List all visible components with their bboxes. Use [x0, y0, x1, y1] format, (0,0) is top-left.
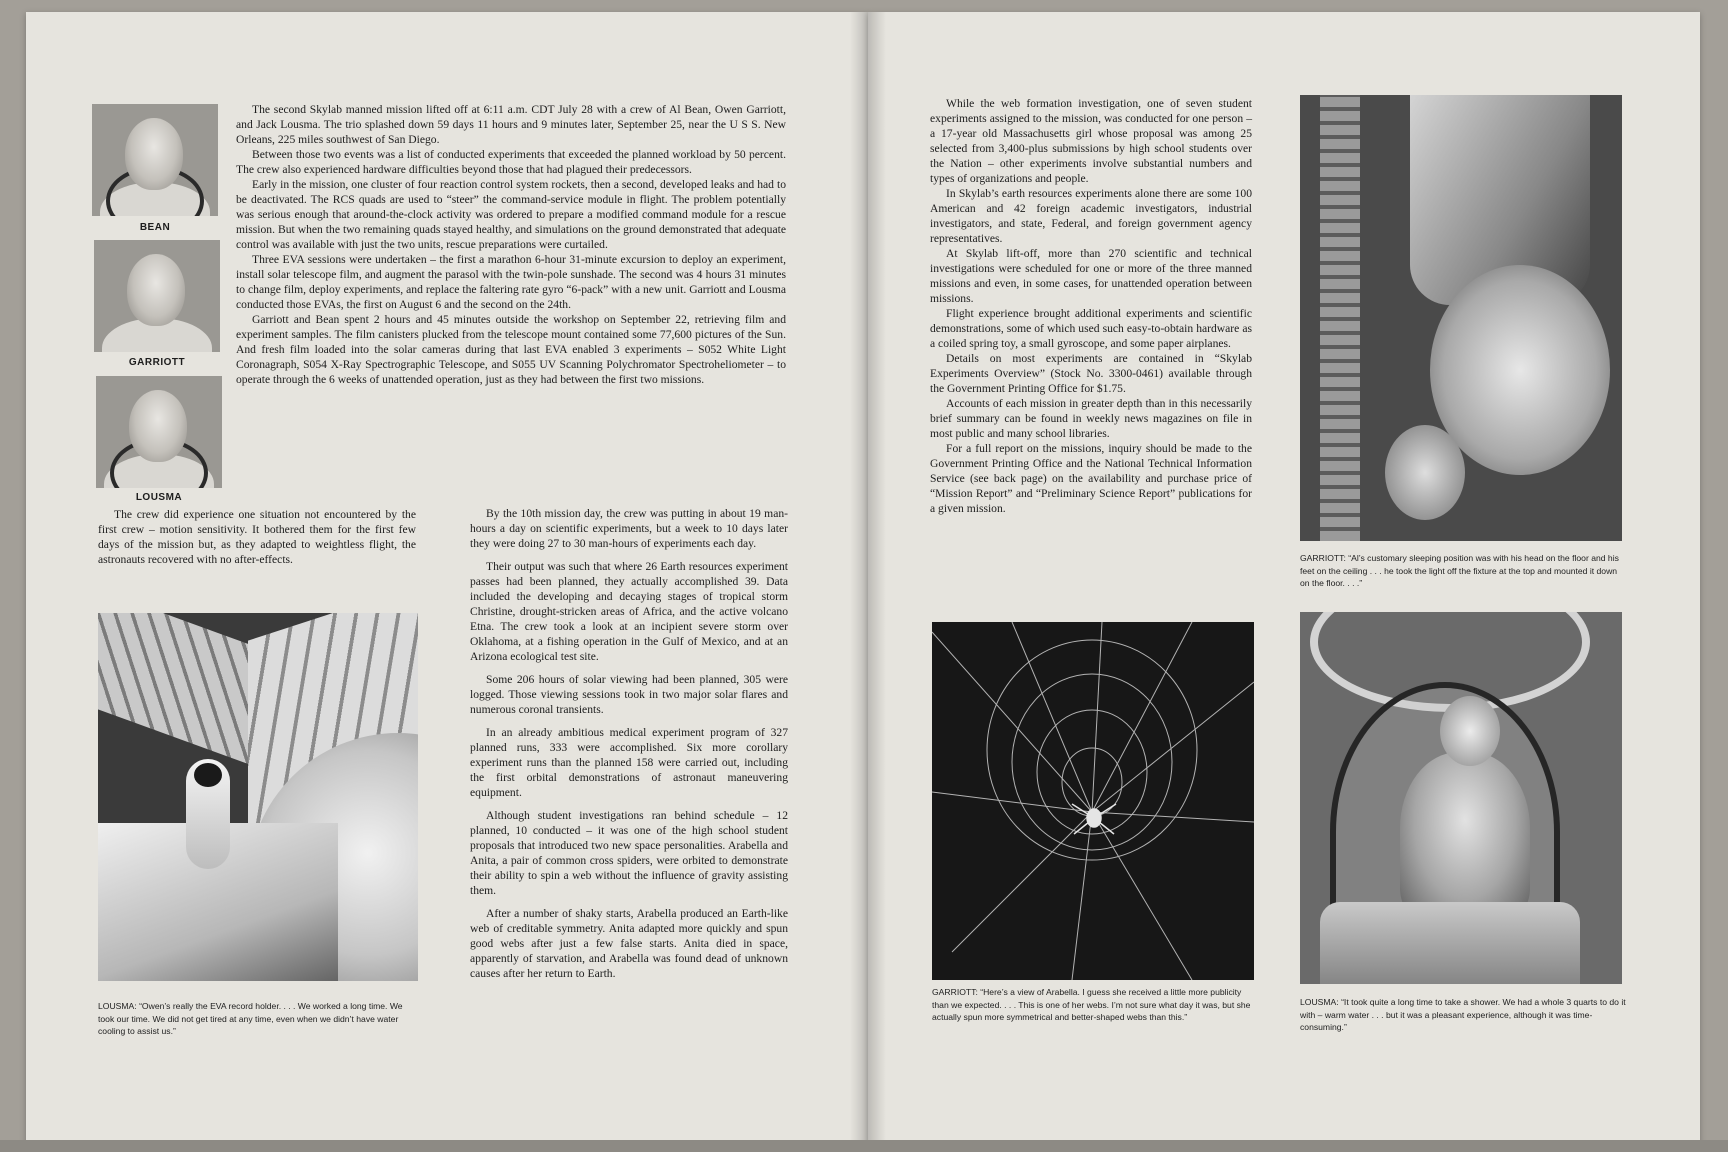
spider-web-graphic [932, 622, 1254, 980]
wood-surface [0, 1140, 1728, 1152]
body-paragraph: At Skylab lift-off, more than 270 scientific and technical investigations were scheduled for one or more of the three manned missions and even, in some cases, for unattended operation between missions. [930, 247, 1252, 305]
body-paragraph: In an already ambitious medical experiment program of 327 planned runs, 333 were accomplished. Six more corollary experiment runs than the planned 158 were carried out, including the first orbital demonstrations of astronaut maneuvering equipment. [470, 726, 788, 799]
body-paragraph: While the web formation investigation, one of seven student experiments assigned to the mission, was conducted for one person – a 17-year old Massachusetts girl whose proposal was among 25 selected from 3,400-plus submissions by high school students over the Nation – other experiments involve substantial numbers and types of organizations and people. [930, 97, 1252, 185]
body-paragraph: After a number of shaky starts, Arabella produced an Earth-like web of creditable symmetry. Anita adapted more quickly and spun good webs after just a few false starts. Anita died in space, apparently of starvation, and Arabella was found dead of unknown causes after her return to Earth. [470, 907, 788, 980]
portrait-garriott-photo [94, 240, 220, 352]
intro-paragraph: Early in the mission, one cluster of four reaction control system rockets, then a second, developed leaks and had to be deactivated. The RCS quads are used to “steer” the command-service module in flight. The problem potentially was serious enough that around-the-clock activity was ordered to prepare a modified command module for a rescue mission. But when the two remaining quads stayed healthy, and simulations on the ground demonstrated that adequate control was available with just the two units, rescue preparations were curtailed. [236, 178, 786, 251]
portrait-bean-photo [92, 104, 218, 216]
eva-photo-caption: LOUSMA: “Owen’s really the EVA record holder. . . . We worked a long time. We took our time. We did not get tired at any time, even when we didn’t have water cooling to assist us.” [98, 1001, 403, 1036]
body-paragraph: Some 206 hours of solar viewing had been planned, 305 were logged. Those viewing sessions took in two major solar flares and numerous coronal transients. [470, 673, 788, 716]
body-paragraph: By the 10th mission day, the crew was putting in about 19 man-hours a day on scientific experiments, but a week to 10 days later they were doing 27 to 30 man-hours of experiments each day. [470, 507, 788, 550]
motion-sensitivity-paragraph: The crew did experience one situation not encountered by the first crew – motion sensitivity. It bothered them for the first few days of the mission but, as they adapted to weightless flight, the astronauts recovered with no after-effects. [98, 508, 416, 566]
shower-photo-caption: LOUSMA: “It took quite a long time to take a shower. We had a whole 3 quarts to do it with – warm water . . . but it was a pleasant experience, although it was time-consuming.” [1300, 997, 1626, 1032]
body-paragraph: Accounts of each mission in greater depth than in this necessarily brief summary can be found in weekly news magazines on file in most public and many school libraries. [930, 397, 1252, 440]
sleeping-photo-caption: GARRIOTT: “Al’s customary sleeping position was with his head on the floor and his feet on the ceiling . . . he took the light off the fixture at the top and mounted it down on the floor. . . .” [1300, 553, 1619, 588]
body-paragraph: Their output was such that where 26 Earth resources experiment passes had been planned, they actually accomplished 39. Data included the developing and decaying stages of tropical storm Christine, drought-stricken areas of Africa, and the active volcano Etna. The crew took a look at an incipient severe storm over Oklahoma, at a fishing operation in the Gulf of Mexico, and at an Arizona ecological test site. [470, 560, 788, 663]
body-paragraph: Although student investigations ran behind schedule – 12 planned, 10 conducted – it was one of the high school student proposals that introduced two new space personalities. Arabella and Anita, a pair of common cross spiders, were orbited to demonstrate their ability to spin a web without the influence of gravity assisting them. [470, 809, 788, 897]
spider-photo-caption: GARRIOTT: “Here’s a view of Arabella. I guess she received a little more publicity than we expected. . . . This is one of her webs. I’m not sure what day it was, but she actually spun more symmetrical and better-shaped webs than this.” [932, 987, 1251, 1022]
spider-web-photo [932, 622, 1254, 980]
portrait-lousma-photo [96, 376, 222, 488]
portrait-name-bean: BEAN [139, 222, 171, 233]
eva-photo [98, 613, 418, 981]
middle-column-text [470, 506, 788, 981]
portrait-name-garriott: GARRIOTT [128, 357, 186, 368]
body-paragraph: Flight experience brought additional experiments and scientific demonstrations, some of which used such easy-to-obtain hardware as a coiled spring toy, a small gyroscope, and some paper airplanes. [930, 307, 1252, 350]
shower-photo [1300, 612, 1622, 984]
intro-paragraph: Three EVA sessions were undertaken – the first a marathon 6-hour 31-minute excursion to deploy an experiment, install solar telescope film, and augment the parasol with the twin-pole sunshade. The second was 4 hours 31 minutes to change film, deploy experiments, and replace the faltering rate gyro “6-pack” with a new unit. Garriott and Lousma conducted those EVAs, the first on August 6 and the second on the 24th. [236, 253, 786, 311]
right-column-text [930, 96, 1252, 516]
body-paragraph: In Skylab’s earth resources experiments alone there are some 100 American and 42 foreign academic investigators, industrial investigators, and state, Federal, and foreign government agency representatives. [930, 187, 1252, 245]
intro-paragraph: The second Skylab manned mission lifted off at 6:11 a.m. CDT July 28 with a crew of Al Bean, Owen Garriott, and Jack Lousma. The trio splashed down 59 days 11 hours and 9 minutes later, September 25, near the U S S. New Orleans, 225 miles southwest of San Diego. [236, 103, 786, 146]
intro-paragraph: Garriott and Bean spent 2 hours and 45 minutes outside the workshop on September 22, retrieving film and experiment samples. The film canisters plucked from the telescope mount contained some 77,600 pictures of the Sun. And fresh film loaded into the solar cameras during that last EVA enabled 3 experiments – S052 White Light Coronagraph, S054 X-Ray Spectrographic Telescope, and S055 UV Scanning Polychromator Spectroheliometer – to operate through the 6 weeks of unattended operation, just as they had between the first two missions. [236, 313, 786, 386]
sleeping-astronaut-photo [1300, 95, 1622, 541]
intro-text [236, 102, 786, 387]
portrait-name-lousma: LOUSMA [135, 492, 183, 503]
left-column-text [98, 507, 416, 567]
body-paragraph: For a full report on the missions, inquiry should be made to the Government Printing Office and the National Technical Information Service (see back page) on the availability and purchase price of “Mission Report” and “Preliminary Science Report” publications for a given mission. [930, 442, 1252, 515]
body-paragraph: Details on most experiments are contained in “Skylab Experiments Overview” (Stock No. 3300-0461) available through the Government Printing Office for $1.75. [930, 352, 1252, 395]
intro-paragraph: Between those two events was a list of conducted experiments that exceeded the planned workload by 50 percent. The crew also experienced hardware difficulties beyond those that had plagued their predecessors. [236, 148, 786, 176]
